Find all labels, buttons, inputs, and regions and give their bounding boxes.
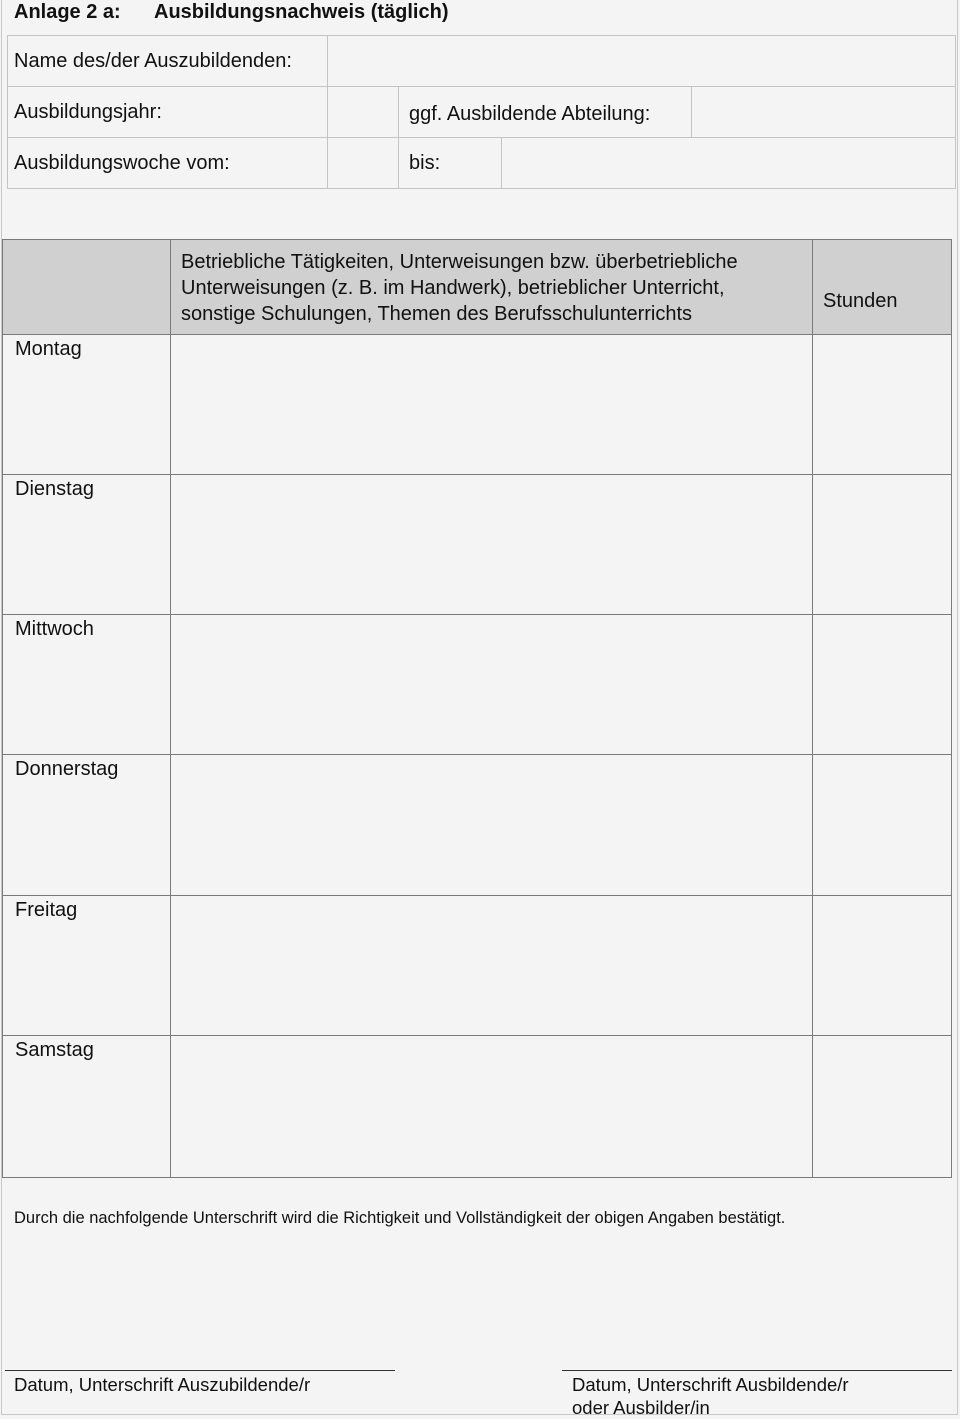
year-label: Ausbildungsjahr: [14, 101, 162, 123]
name-input-cell[interactable] [327, 35, 956, 87]
header-day-cell [2, 239, 171, 335]
week-from-label: Ausbildungswoche vom: [14, 152, 230, 174]
day-label: Mittwoch [15, 618, 94, 640]
activities-cell[interactable] [170, 334, 813, 475]
week-to-label: bis: [409, 152, 441, 174]
header-hours-cell [812, 239, 952, 335]
confirmation-text: Durch die nachfolgende Unterschrift wird die Richtigkeit und Vollständigkeit der obigen Angaben bestätigt. [14, 1209, 786, 1227]
name-label-cell [7, 35, 328, 87]
day-label: Freitag [15, 899, 78, 921]
activities-cell[interactable] [170, 895, 813, 1036]
week-from-input-cell[interactable] [327, 137, 399, 189]
activities-cell[interactable] [170, 1035, 813, 1178]
department-label-cell [398, 86, 692, 138]
activities-cell[interactable] [170, 474, 813, 615]
trainer-signature-label-line2: oder Ausbilder/in [572, 1397, 710, 1418]
hours-cell[interactable] [812, 754, 952, 896]
week-to-input-cell[interactable] [501, 137, 956, 189]
header-activities-cell [170, 239, 813, 335]
trainee-signature-line[interactable] [5, 1370, 395, 1371]
hours-cell[interactable] [812, 1035, 952, 1178]
day-row-montag [2, 334, 171, 475]
year-input-cell[interactable] [327, 86, 399, 138]
week-from-label-cell [7, 137, 328, 189]
day-row-samstag [2, 1035, 171, 1178]
name-label: Name des/der Auszubildenden: [14, 50, 292, 72]
trainee-signature-label: Datum, Unterschrift Auszubildende/r [14, 1374, 311, 1395]
trainer-signature-label-line1: Datum, Unterschrift Ausbildende/r [572, 1374, 849, 1395]
activities-cell[interactable] [170, 614, 813, 755]
hours-cell[interactable] [812, 614, 952, 755]
week-to-label-cell [398, 137, 502, 189]
day-row-donnerstag [2, 754, 171, 896]
day-row-dienstag [2, 474, 171, 615]
activities-header: Betriebliche Tätigkeiten, Unterweisungen bzw. überbetriebliche Unterweisungen (z. B. im Handwerk), betrieblicher Unterricht, sonstige Schulungen, Themen des Berufsschulunterrichts [181, 251, 738, 325]
activities-cell[interactable] [170, 754, 813, 896]
trainer-signature-label [572, 1373, 849, 1419]
heading-title: Ausbildungsnachweis (täglich) [154, 1, 449, 23]
trainer-signature-line[interactable] [562, 1370, 952, 1371]
day-row-mittwoch [2, 614, 171, 755]
hours-cell[interactable] [812, 895, 952, 1036]
day-label: Samstag [15, 1039, 94, 1061]
heading-prefix: Anlage 2 a: [14, 1, 121, 23]
hours-cell[interactable] [812, 474, 952, 615]
day-label: Dienstag [15, 478, 94, 500]
document-heading [14, 0, 449, 24]
hours-cell[interactable] [812, 334, 952, 475]
department-label: ggf. Ausbildende Abteilung: [409, 103, 651, 125]
weekly-report-table [2, 239, 952, 1178]
department-input-cell[interactable] [691, 86, 956, 138]
year-label-cell [7, 86, 328, 138]
day-row-freitag [2, 895, 171, 1036]
day-label: Donnerstag [15, 758, 119, 780]
day-label: Montag [15, 338, 82, 360]
hours-header: Stunden [823, 290, 898, 312]
info-table [7, 35, 956, 189]
